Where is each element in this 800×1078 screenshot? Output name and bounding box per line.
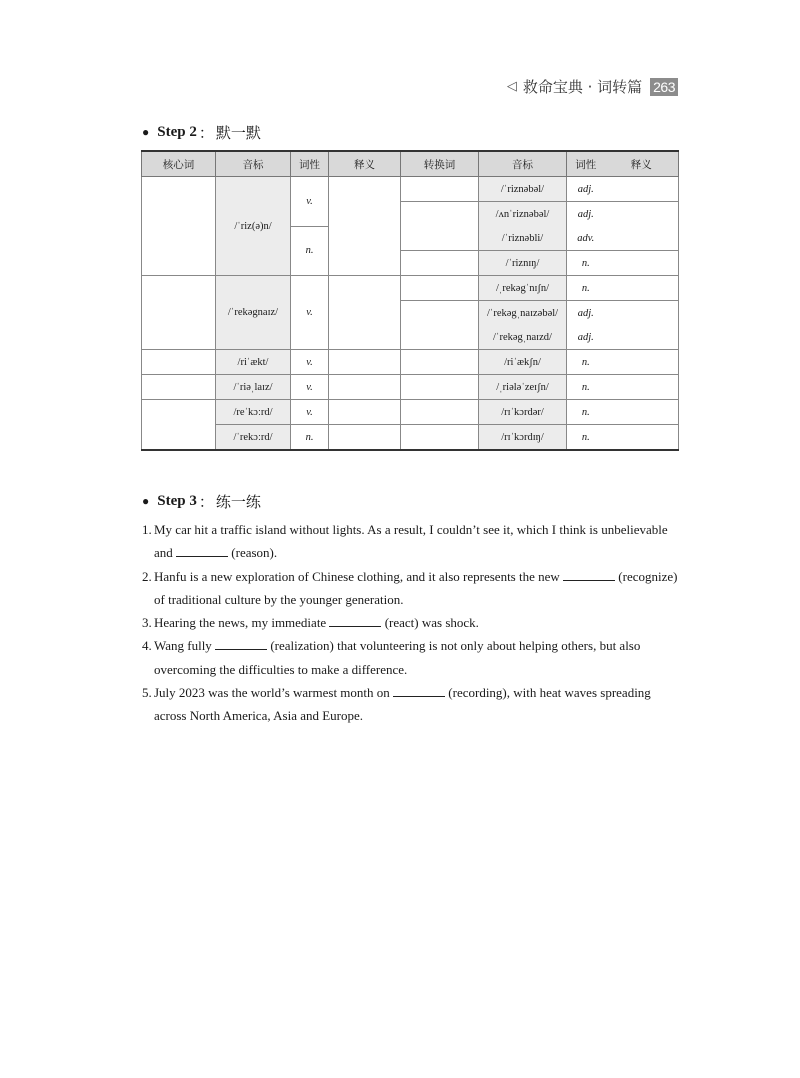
- table-row: [142, 375, 679, 400]
- derived-meaning-cell: [605, 425, 679, 451]
- core-phonetic-cell: /ˈriz(ə)n/: [216, 177, 291, 276]
- derived-meaning-cell: [605, 350, 679, 375]
- derived-word-cell: [401, 251, 479, 276]
- derived-word-cell: [401, 425, 479, 451]
- derived-word-cell: [401, 350, 479, 375]
- derived-word-cell: [401, 375, 479, 400]
- derived-pos-cell: n.: [567, 400, 605, 425]
- core-pos-cell: n.: [291, 226, 329, 276]
- step3-label: Step 3: [157, 493, 197, 509]
- table-header-row: [142, 151, 679, 177]
- question-4: 4. Wang fully (realization) that volunteering is not only about helping others, but also overcoming the difficulties to make a difference.: [142, 638, 641, 677]
- derived-meaning-cell: [605, 226, 679, 251]
- core-pos-cell: v.: [291, 350, 329, 375]
- exercise-list: [142, 518, 682, 728]
- header-pos: 词性: [291, 151, 329, 177]
- header-phonetic: 音标: [216, 151, 291, 177]
- step3-title: 练一练: [215, 493, 261, 511]
- derived-meaning-cell: [605, 276, 679, 301]
- core-word-cell: [142, 350, 216, 375]
- core-meaning-cell: [329, 350, 401, 375]
- derived-word-cell: [401, 276, 479, 301]
- core-phonetic-cell: /riˈækt/: [216, 350, 291, 375]
- question-1: 1. My car hit a traffic island without lights. As a result, I couldn’t see it, which I think is unbelievable and (reason).: [142, 522, 668, 561]
- derived-meaning-cell: [605, 177, 679, 202]
- step2-title: 默一默: [215, 124, 261, 142]
- core-pos-cell: v.: [291, 177, 329, 227]
- derived-meaning-cell: [605, 325, 679, 350]
- derived-pos-cell: n.: [567, 251, 605, 276]
- header-meaning: 释义: [329, 151, 401, 177]
- derived-word-cell: [401, 400, 479, 425]
- step2-colon: ：: [198, 124, 214, 142]
- table-row: [142, 177, 679, 202]
- derived-word-cell: [401, 301, 479, 350]
- derived-phonetic-cell: /ˈriznəbli/: [479, 226, 567, 251]
- answer-blank[interactable]: [563, 568, 615, 581]
- core-meaning-cell: [329, 276, 401, 350]
- core-word-cell: [142, 375, 216, 400]
- header-derived-word: 转换词: [401, 151, 479, 177]
- core-phonetic-cell: /ˈrekɔːrd/: [216, 425, 291, 451]
- derived-phonetic-cell: /rɪˈkɔrdɪŋ/: [479, 425, 567, 451]
- derived-phonetic-cell: /ˌriələˈzeɪʃn/: [479, 375, 567, 400]
- core-pos-cell: v.: [291, 276, 329, 350]
- answer-blank[interactable]: [215, 637, 267, 650]
- derived-meaning-cell: [605, 375, 679, 400]
- core-meaning-cell: [329, 400, 401, 425]
- derived-word-cell: [401, 177, 479, 202]
- bullet-icon: ●: [142, 125, 150, 139]
- answer-blank[interactable]: [176, 544, 228, 557]
- table-row: [142, 400, 679, 425]
- derived-meaning-cell: [605, 251, 679, 276]
- core-word-cell: [142, 276, 216, 350]
- derived-phonetic-cell: /ˈrekəgˌnaɪzd/: [479, 325, 567, 350]
- core-phonetic-cell: /reˈkɔːrd/: [216, 400, 291, 425]
- question-5: 5. July 2023 was the world’s warmest month on (recording), with heat waves spreading across North America, Asia and Europe.: [142, 685, 651, 724]
- derived-phonetic-cell: /ˈrekəgˌnaɪzəbəl/: [479, 301, 567, 326]
- core-pos-cell: v.: [291, 375, 329, 400]
- bullet-icon: ●: [142, 494, 150, 508]
- question-3: 3. Hearing the news, my immediate (react) was shock.: [142, 615, 479, 631]
- derived-pos-cell: adj.: [567, 177, 605, 202]
- derived-phonetic-cell: /ˈriznəbəl/: [479, 177, 567, 202]
- derived-pos-cell: n.: [567, 350, 605, 375]
- derived-pos-cell: n.: [567, 276, 605, 301]
- derived-phonetic-cell: /ʌnˈriznəbəl/: [479, 202, 567, 227]
- page-number: 263: [650, 78, 678, 96]
- table-row: [142, 350, 679, 375]
- derived-pos-cell: n.: [567, 425, 605, 451]
- derived-phonetic-cell: /ˌrekəgˈnɪʃn/: [479, 276, 567, 301]
- derived-meaning-cell: [605, 400, 679, 425]
- page-header: [507, 76, 678, 97]
- derived-meaning-cell: [605, 202, 679, 227]
- header-title: 救命宝典 · 词转篇: [522, 78, 643, 96]
- derived-pos-cell: adj.: [567, 202, 605, 227]
- core-meaning-cell: [329, 177, 401, 276]
- question-2: 2. Hanfu is a new exploration of Chinese clothing, and it also represents the new (recognize) of traditional culture by the younger generation.: [142, 568, 678, 607]
- derived-pos-cell: adj.: [567, 301, 605, 326]
- derived-pos-cell: n.: [567, 375, 605, 400]
- derived-phonetic-cell: /ˈriznɪŋ/: [479, 251, 567, 276]
- table-row: [142, 425, 679, 451]
- header-core-word: 核心词: [142, 151, 216, 177]
- derived-phonetic-cell: /rɪˈkɔrdər/: [479, 400, 567, 425]
- core-phonetic-cell: /ˈrekəgnaɪz/: [216, 276, 291, 350]
- triangle-left-icon: ◁: [506, 79, 517, 94]
- step3-heading: [142, 491, 261, 512]
- derived-word-cell: [401, 202, 479, 251]
- answer-blank[interactable]: [329, 614, 381, 627]
- vocab-table: [141, 150, 679, 451]
- step2-heading: [142, 122, 261, 143]
- table-row: [142, 276, 679, 301]
- core-phonetic-cell: /ˈriəˌlaɪz/: [216, 375, 291, 400]
- header-derived-pos: 词性: [567, 151, 605, 177]
- core-pos-cell: n.: [291, 425, 329, 451]
- derived-meaning-cell: [605, 301, 679, 326]
- core-word-cell: [142, 177, 216, 276]
- header-derived-phonetic: 音标: [479, 151, 567, 177]
- core-word-cell: [142, 400, 216, 451]
- header-derived-meaning: 释义: [605, 151, 679, 177]
- answer-blank[interactable]: [393, 684, 445, 697]
- step2-label: Step 2: [157, 124, 197, 140]
- core-meaning-cell: [329, 375, 401, 400]
- step3-colon: ：: [198, 493, 214, 511]
- core-pos-cell: v.: [291, 400, 329, 425]
- core-meaning-cell: [329, 425, 401, 451]
- derived-pos-cell: adv.: [567, 226, 605, 251]
- derived-pos-cell: adj.: [567, 325, 605, 350]
- derived-phonetic-cell: /riˈækʃn/: [479, 350, 567, 375]
